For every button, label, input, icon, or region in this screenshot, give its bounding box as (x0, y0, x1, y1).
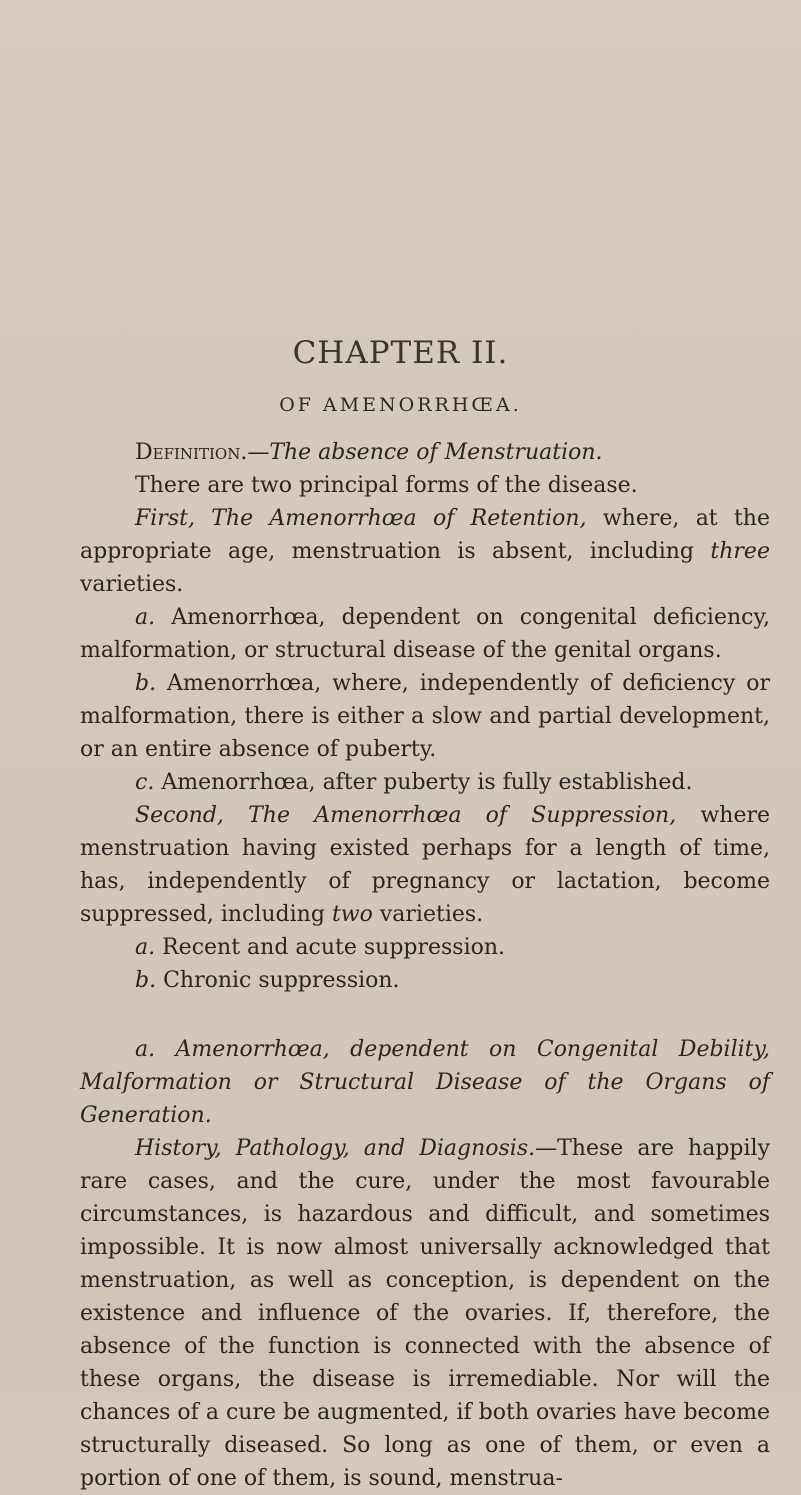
variety-a1-mark: a. (135, 605, 156, 630)
history-text: —These are happily rare cases, and the cure, under the most favourable circumstances, is hazardous and difficult, and sometimes impossible. It is now almost universally acknowledged that menstruation, as well as conception, is dependent on the existence and influence of the ovaries. If, therefore, the absence of the function is connected with the absence of these organs, the disease is irremediable. Nor will the chances of a cure be augmented, if both ovaries have become structurally diseased. So long as one of them, or even a portion of one of them, is sound, menstrua- (80, 1136, 770, 1491)
first-text-a: where, at the appropriate age, menstruation is absent, including (80, 506, 770, 564)
first-lead: First, (135, 506, 195, 531)
history-paragraph (80, 1132, 770, 1495)
definition-text: —The absence of Menstruation. (247, 440, 603, 465)
variety-b1 (80, 667, 770, 766)
variety-b1-mark: b. (135, 671, 157, 696)
section-title: OF AMENORRHŒA. (279, 394, 522, 416)
variety-b1-text: Amenorrhœa, where, independently of deficiency or malformation, there is either a slow and partial development, or an entire absence of puberty. (80, 671, 771, 762)
variety-a2 (80, 931, 770, 964)
chapter-title: CHAPTER II. (292, 335, 509, 371)
second-form-paragraph (80, 799, 770, 931)
variety-a2-text: Recent and acute suppression. (162, 935, 506, 960)
second-text-b: varieties. (379, 902, 484, 927)
variety-b2-text: Chronic suppression. (163, 968, 400, 993)
variety-b2-mark: b. (135, 968, 157, 993)
second-emphasis: two (331, 902, 373, 927)
variety-c1-mark: c. (135, 770, 155, 795)
section-heading-a: a. Amenorrhœa, dependent on Congenital Debility, Malformation or Structural Disease of the Organs of Generation. (80, 1037, 770, 1128)
second-title: The Amenorrhœa of Suppression, (248, 803, 677, 828)
second-lead: Second, (135, 803, 224, 828)
variety-a1-text: Amenorrhœa, dependent on congenital deficiency, malformation, or structural disease of the genital organs. (80, 605, 770, 663)
first-form-paragraph (80, 502, 770, 601)
definition-paragraph (80, 436, 770, 469)
variety-a2-mark: a. (135, 935, 156, 960)
definition-lead: Definition. (135, 440, 248, 465)
first-emphasis: three (710, 539, 770, 564)
first-text-b: varieties. (80, 572, 184, 597)
variety-b2 (80, 964, 770, 997)
first-title: The Amenorrhœa of Retention, (211, 506, 587, 531)
second-text-a: where menstruation having existed perhaps for a length of time, has, independently of pregnancy or lactation, become suppressed, including (80, 803, 771, 927)
variety-c1 (80, 766, 770, 799)
variety-c1-text: Amenorrhœa, after puberty is fully established. (161, 770, 693, 795)
variety-a1 (80, 601, 770, 667)
history-lead: History, Pathology, and Diagnosis. (135, 1136, 536, 1161)
page-body (80, 436, 770, 1495)
two-forms-paragraph: There are two principal forms of the disease. (135, 473, 638, 498)
